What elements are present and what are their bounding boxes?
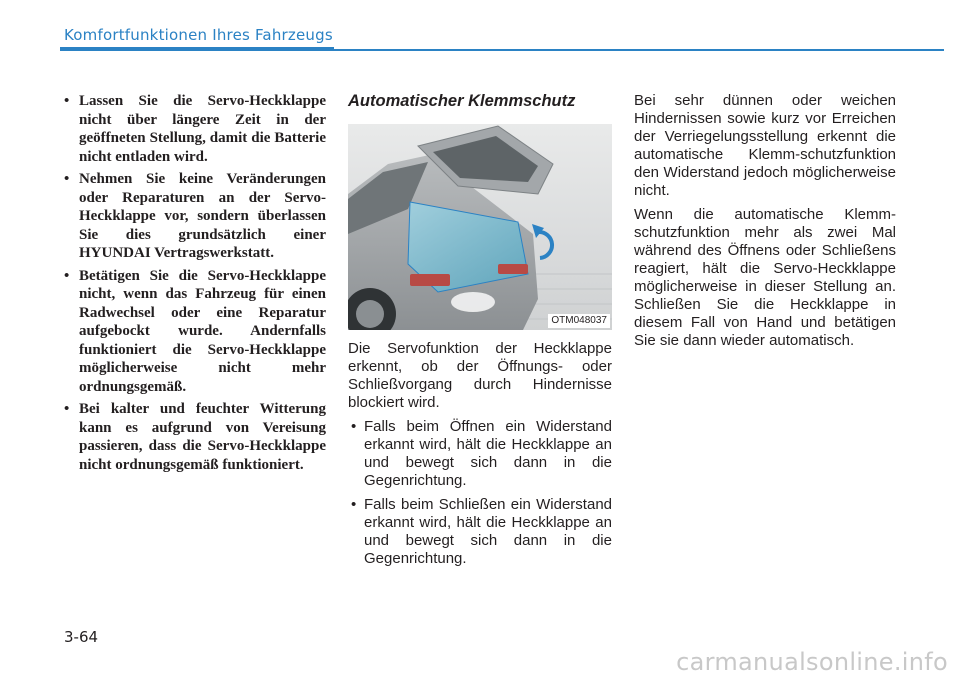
suv-open-tailgate-image: [348, 124, 612, 330]
list-item: • Lassen Sie die Servo-Heckklappe nicht über längere Zeit in der geöffneten Stellung, damit die Batterie nicht entladen wird.: [64, 92, 326, 166]
column-2: [348, 92, 612, 574]
header-rule: [334, 49, 944, 51]
anti-pinch-list: [348, 418, 612, 568]
watermark: carmanualsonline.info: [676, 648, 948, 676]
caution-list: [64, 92, 326, 474]
column-1: [64, 92, 326, 478]
list-item: • Betätigen Sie die Servo-Heckklappe nicht, wenn das Fahrzeug für einen Radwechsel oder eine Reparatur aufgebockt wurde. Andernfalls funktioniert die Servo-Heckklappe möglicherweise nicht mehr ordnungsgemäß.: [64, 267, 326, 397]
figure-code: OTM048037: [548, 314, 610, 328]
column-3: [634, 92, 896, 356]
list-item: • Falls beim Schließen ein Widerstand erkannt wird, hält die Heckklappe an und bewegt sich dann in die Gegenrichtung.: [348, 496, 612, 568]
section-header-title: Komfortfunktionen Ihres Fahrzeugs: [64, 26, 333, 44]
list-item: • Nehmen Sie keine Veränderungen oder Reparaturen an der Servo-Heckklappe vor, sondern überlassen Sie dies grundsätzlich einer HYUNDAI Vertragswerkstatt.: [64, 170, 326, 263]
paragraph: Bei sehr dünnen oder weichen Hindernissen sowie kurz vor Erreichen der Verriegelungsstellung erkennt die automatische Klemm-schutzfunktion den Widerstand jedoch möglicherweise nicht.: [634, 92, 896, 199]
tailgate-illustration: [348, 124, 612, 330]
header-accent-bar: [60, 47, 334, 51]
intro-paragraph: Die Servofunktion der Heckklappe erkennt, ob der Öffnungs- oder Schließvorgang durch Hindernisse blockiert wird.: [348, 340, 612, 411]
list-item: • Falls beim Öffnen ein Widerstand erkannt wird, hält die Heckklappe an und bewegt sich dann in die Gegenrichtung.: [348, 418, 612, 490]
page-number: 3-64: [64, 628, 99, 646]
list-item: • Bei kalter und feuchter Witterung kann es aufgrund von Vereisung passieren, dass die Servo-Heckklappe nicht ordnungsgemäß funktioniert.: [64, 400, 326, 474]
page-header: [64, 26, 944, 52]
section-title: Automatischer Klemmschutz: [348, 92, 576, 110]
paragraph: Wenn die automatische Klemm-schutzfunktion mehr als zwei Mal während des Öffnens oder Schließens reagiert, hält die Servo-Heckklappe möglicherweise in dieser Stellung an. Schließen Sie die Heckklappe in diesem Fall von Hand und betätigen Sie sie dann wieder automatisch.: [634, 206, 896, 349]
